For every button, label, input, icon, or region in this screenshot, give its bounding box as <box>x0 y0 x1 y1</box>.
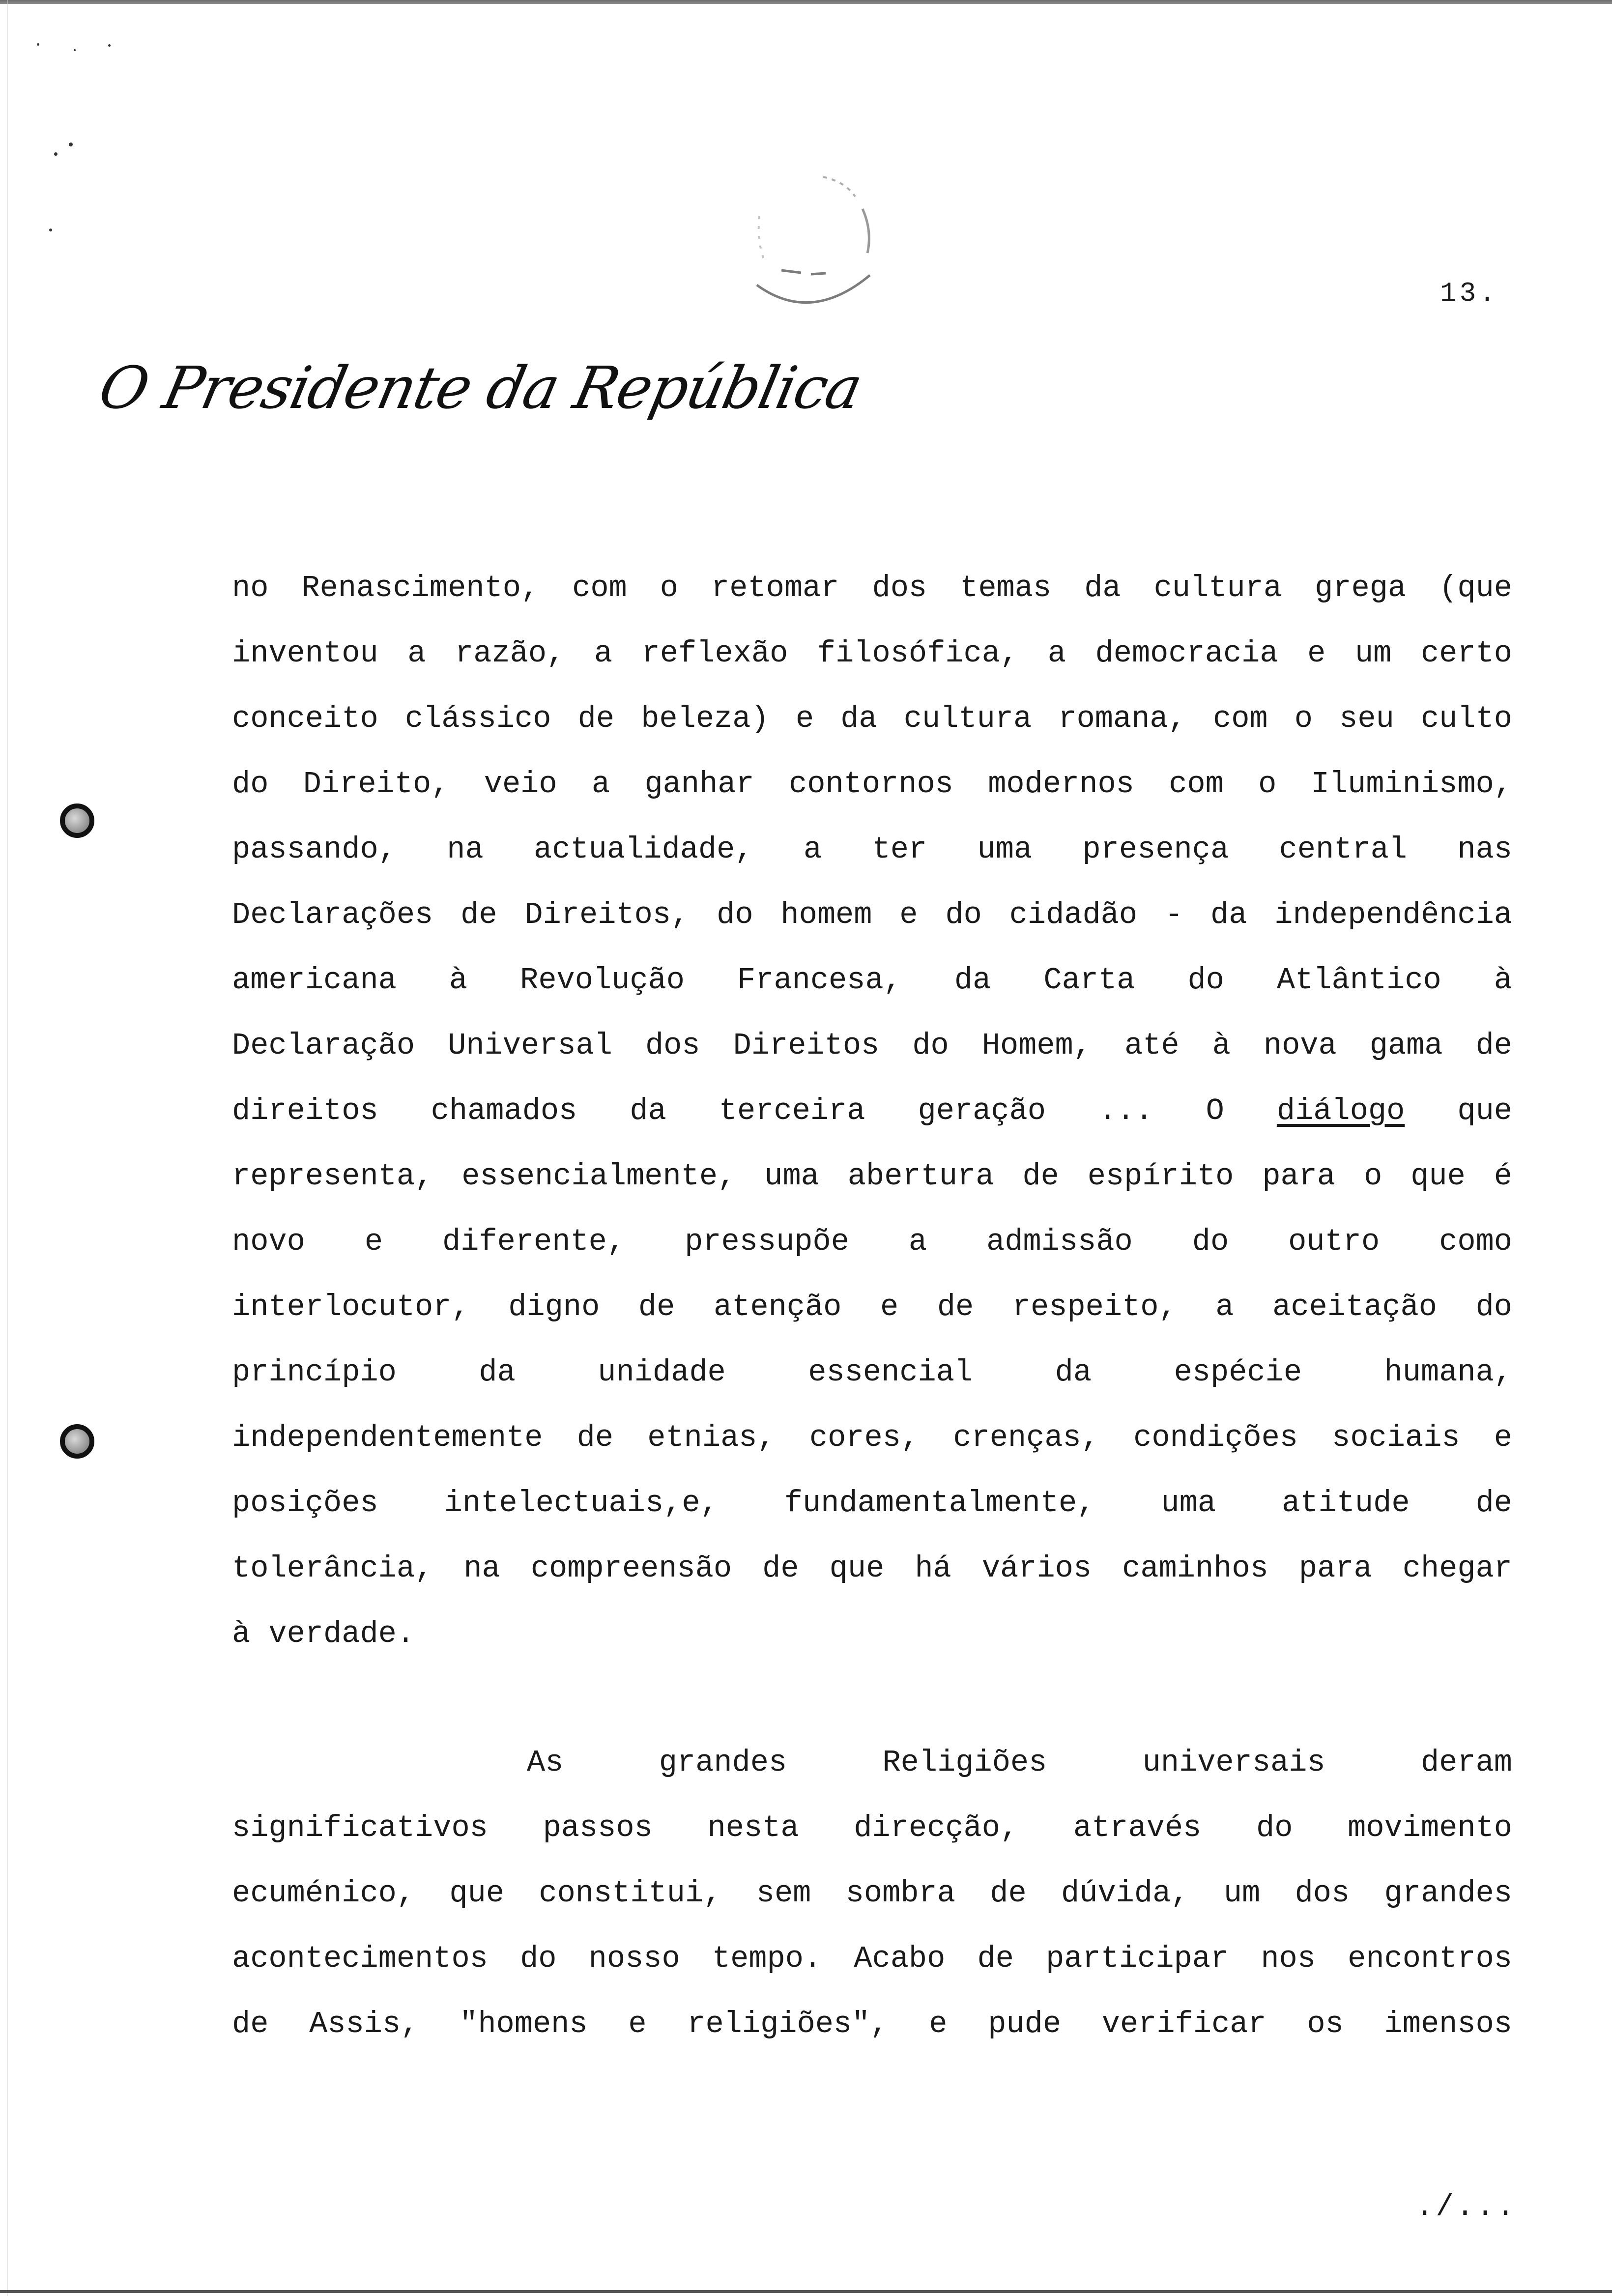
text-line: no Renascimento, com o retomar dos temas da cultura grega (que <box>232 571 1512 605</box>
text-line: de Assis, "homens e religiões", e pude verificar os imensos <box>232 2007 1512 2041</box>
text-line: passando, na actualidade, a ter uma presença central nas <box>232 832 1512 867</box>
speck <box>49 229 52 231</box>
paragraph-2 <box>232 1730 1512 2057</box>
text-fragment: que <box>1457 1093 1512 1128</box>
text-line: interlocutor, digno de atenção e de respeito, a aceitação do <box>232 1290 1512 1324</box>
top-scan-rule <box>0 0 1612 4</box>
text-line: conceito clássico de beleza) e da cultura romana, com o seu culto <box>232 701 1512 736</box>
text-line: Declaração Universal dos Direitos do Homem, até à nova gama de <box>232 1028 1512 1063</box>
punch-hole <box>60 1424 94 1459</box>
page-number: 13. <box>1440 278 1498 309</box>
text-line: acontecimentos do nosso tempo. Acabo de participar nos encontros <box>232 1941 1512 1976</box>
continuation-mark: ./... <box>1415 2189 1517 2224</box>
text-fragment: direitos chamados da terceira geração ... O <box>232 1093 1224 1128</box>
speck <box>54 152 58 156</box>
speck <box>69 143 73 146</box>
speck <box>37 43 39 46</box>
text-line: posições intelectuais,e, fundamentalmente, uma atitude de <box>232 1486 1512 1521</box>
text-line: representa, essencialmente, uma abertura de espírito para o que é <box>232 1159 1512 1194</box>
text-line: americana à Revolução Francesa, da Carta do Atlântico à <box>232 963 1512 998</box>
text-line: independentemente de etnias, cores, crenças, condições sociais e <box>232 1420 1512 1455</box>
speck <box>74 49 76 51</box>
punch-hole <box>60 804 94 838</box>
text-line: à verdade. <box>232 1616 415 1651</box>
text-line-with-underline <box>232 1078 1512 1144</box>
left-scan-edge <box>7 0 8 2296</box>
speck <box>108 44 111 47</box>
underlined-word: diálogo <box>1276 1093 1405 1128</box>
text-line: tolerância, na compreensão de que há vários caminhos para chegar <box>232 1551 1512 1586</box>
text-line: ecuménico, que constitui, sem sombra de dúvida, um dos grandes <box>232 1876 1512 1911</box>
faint-seal-mark <box>737 162 885 319</box>
text-line: novo e diferente, pressupõe a admissão do outro como <box>232 1224 1512 1259</box>
paragraph-1 <box>232 555 1512 1666</box>
text-line: Declarações de Direitos, do homem e do cidadão - da independência <box>232 897 1512 932</box>
letterhead-signature: O Presidente da República <box>93 354 867 422</box>
text-line: As grandes Religiões universais deram <box>527 1745 1512 1780</box>
text-line: inventou a razão, a reflexão filosófica, a democracia e um certo <box>232 636 1512 671</box>
scan-specks <box>0 0 147 295</box>
text-line: significativos passos nesta direcção, através do movimento <box>232 1810 1512 1845</box>
bottom-scan-rule <box>0 2290 1612 2293</box>
text-line: do Direito, veio a ganhar contornos modernos com o Iluminismo, <box>232 767 1512 802</box>
text-line: princípio da unidade essencial da espécie humana, <box>232 1355 1512 1390</box>
